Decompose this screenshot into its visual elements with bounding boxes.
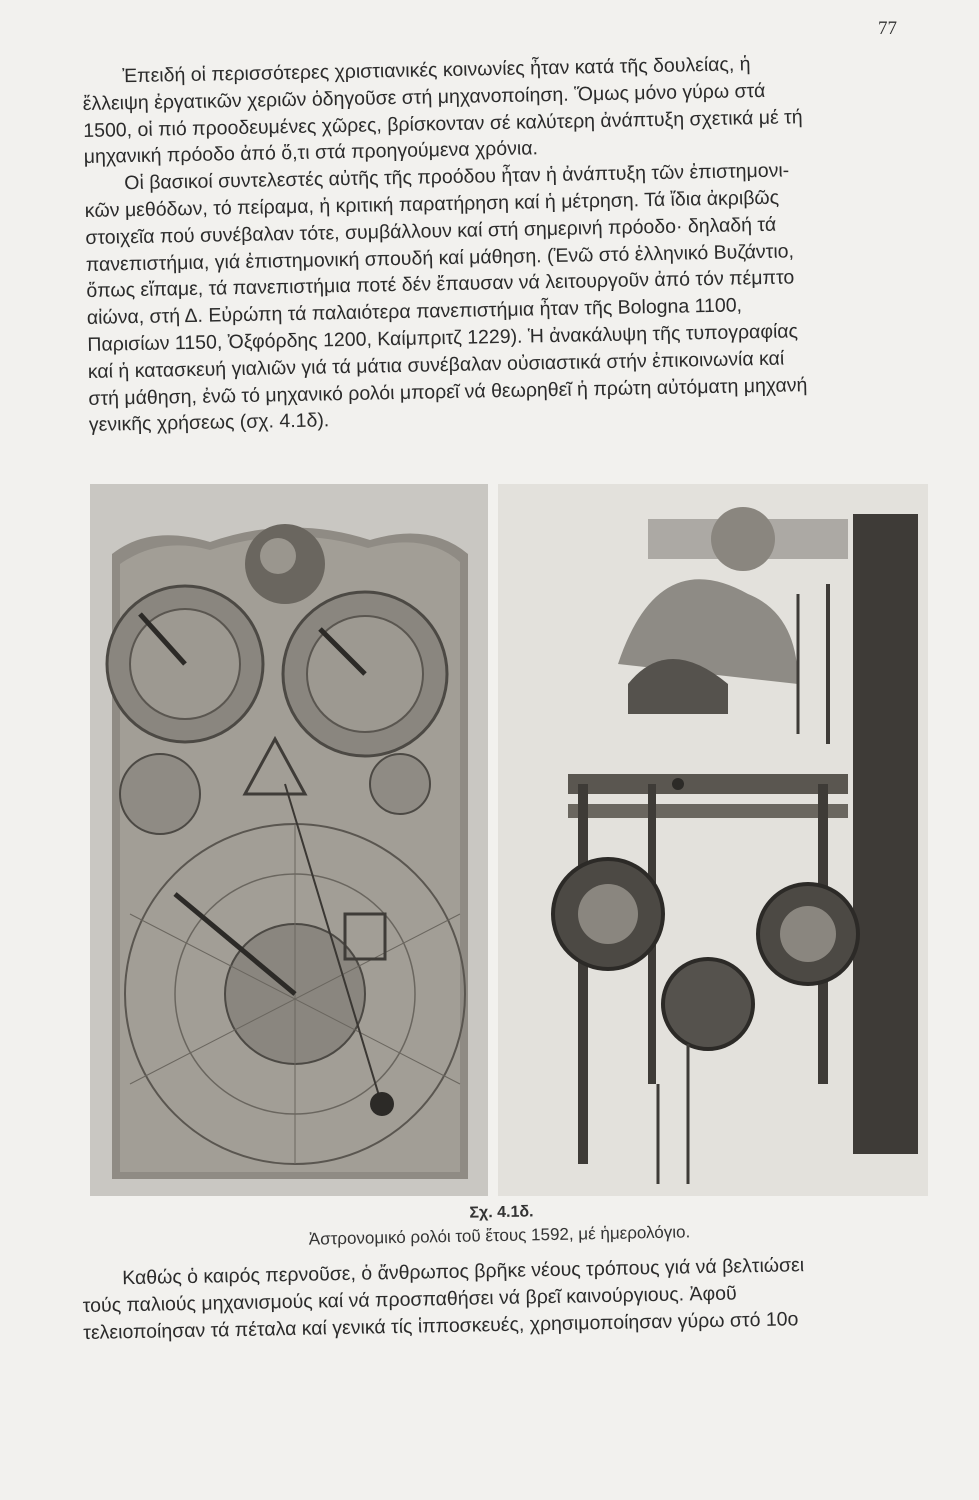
text-line: μηχανική πρόοδο ἀπό ὅ,τι στά προηγούμενα χρόνια. bbox=[83, 137, 539, 169]
clock-mechanism-photo bbox=[498, 484, 928, 1196]
figure-astronomical-clock bbox=[90, 484, 928, 1196]
text-line: γενικῆς χρήσεως (σχ. 4.1δ). bbox=[88, 409, 330, 437]
text-line: τελειοποίησαν τά πέταλα καί γενικά τίς ἱπποσκευές, χρησιμοποίησαν γύρω στό 10ο bbox=[83, 1307, 799, 1344]
page-number: 77 bbox=[878, 18, 897, 39]
text-line: Ἐπειδή οἱ περισσότερες χριστιανικές κοινωνίες ἦταν κατά τῆς δουλείας, ἡ bbox=[122, 53, 751, 88]
body-paragraph-top bbox=[82, 48, 929, 439]
text-line: Παρισίων 1150, Ὀξφόρδης 1200, Καίμπριτζ 1229). Ἡ ἀνακάλυψη τῆς τυπογραφίας bbox=[87, 320, 799, 356]
figure-label: Σχ. 4.1δ. bbox=[469, 1203, 534, 1222]
text-line: ἔλλειψη ἐργατικῶν χεριῶν ὁδηγοῦσε στή μηχανοποίηση. Ὅμως μόνο γύρω στά bbox=[82, 79, 766, 115]
clock-face-photo bbox=[90, 484, 488, 1196]
text-line: πανεπιστήμια, γιά ἐπιστημονική σπουδή καί μάθηση. (Ἐνῶ στό ἑλληνικό Βυζάντιο, bbox=[85, 239, 795, 276]
text-line: τούς παλιούς μηχανισμούς καί νά προσπαθήσει νά βρεῖ καινούργιους. Ἀφοῦ bbox=[82, 1282, 737, 1317]
text-line: ὅπως εἴπαμε, τά πανεπιστήμια ποτέ δέν ἔπαυσαν νά λειτουργοῦν ἀπό τόν πέμπτο bbox=[86, 266, 795, 303]
text-line: κῶν μεθόδων, τό πείραμα, ἡ κριτική παρατήρηση καί ἡ μέτρηση. Τά ἴδια ἀκριβῶς bbox=[84, 186, 780, 222]
text-line: Οἱ βασικοί συντελεστές αὐτῆς τῆς προόδου ἦταν ἡ ἀνάπτυξη τῶν ἐπιστημονι- bbox=[124, 159, 790, 195]
text-line: 1500, οἱ πιό προοδευμένες χῶρες, βρίσκονταν σέ καλύτερη ἀνάπτυξη σχετικά μέ τή bbox=[83, 105, 803, 142]
clock-mechanism-illustration bbox=[498, 484, 928, 1196]
text-line: στή μάθηση, ἐνῶ τό μηχανικό ρολόι μπορεῖ νά θεωρηθεῖ ἡ πρώτη αὐτόματη μηχανή bbox=[88, 373, 808, 410]
text-line: αἰώνα, στή Δ. Εὐρώπη τά παλαιότερα πανεπιστήμια ἦταν τῆς Bologna 1100, bbox=[86, 294, 743, 330]
text-line: Καθώς ὁ καιρός περνοῦσε, ὁ ἄνθρωπος βρῆκε νέους τρόπους γιά νά βελτιώσει bbox=[122, 1254, 805, 1290]
clock-face-illustration bbox=[90, 484, 488, 1196]
figure-caption: Ἀστρονομικό ρολόι τοῦ ἔτους 1592, μέ ἡμερολόγιο. bbox=[308, 1222, 691, 1249]
body-paragraph-bottom bbox=[82, 1250, 923, 1347]
text-line: καί ἡ κατασκευή γιαλιῶν γιά τά μάτια συνέβαλαν οὐσιαστικά στήν ἐπικοινωνία καί bbox=[87, 347, 785, 383]
text-line: στοιχεῖα πού συνέβαλαν τότε, συμβάλλουν καί στή σημερινή πρόοδο· δηλαδή τά bbox=[85, 213, 777, 249]
